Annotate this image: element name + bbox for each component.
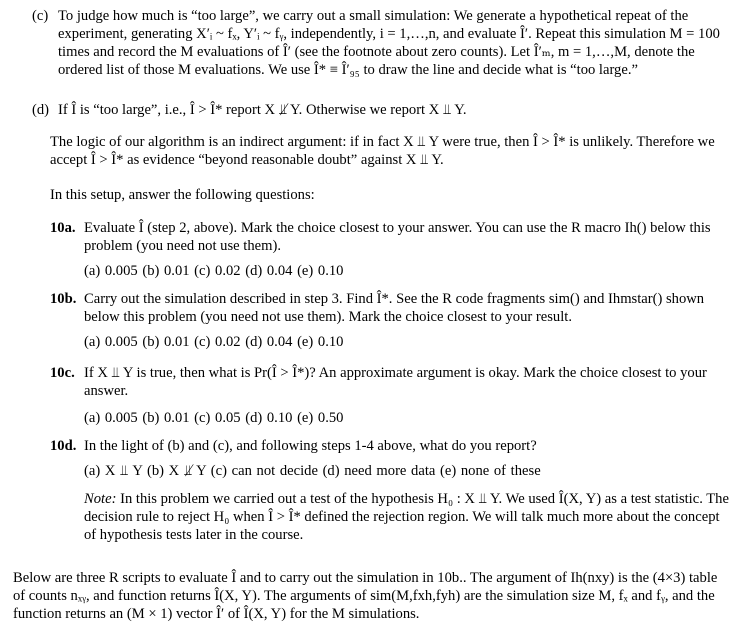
question-text: Evaluate Î (step 2, above). Mark the choice closest to your answer. You can use the R macro Ih() below this problem (you need not use them). [84, 220, 711, 254]
step-text: If Î is “too large”, i.e., Î > Î* report X ⫫̸ Y. Otherwise we report X ⫫ Y. [58, 102, 467, 118]
question-10a [50, 219, 730, 255]
setup-line: In this setup, answer the following questions: [50, 187, 315, 203]
step-label: (c) [32, 8, 49, 24]
question-10d [50, 437, 730, 455]
question-label: 10d. [50, 438, 77, 454]
step-d [32, 101, 732, 119]
question-10c-options: (a) 0.005 (b) 0.01 (c) 0.05 (d) 0.10 (e) 0.50 [84, 410, 344, 426]
footer-paragraph: Below are three R scripts to evaluate Î and to carry out the simulation in 10b.. The argument of Ih(nxy) is the (4×3) table of counts nₓᵧ, and function returns Î(X, Y). The arguments of sim(M,fxh,fyh) are the simulation size M, fₓ and fᵧ, and the function returns an (M × 1) vector Î′ of Î(X, Y) for the M simulations. [13, 570, 718, 622]
step-label: (d) [32, 102, 50, 118]
step-c [32, 7, 732, 79]
question-label: 10a. [50, 220, 76, 236]
question-label: 10c. [50, 365, 75, 381]
question-label: 10b. [50, 291, 77, 307]
note-label: Note: [84, 491, 117, 507]
note-paragraph [84, 490, 729, 544]
question-text: Carry out the simulation described in step 3. Find Î*. See the R code fragments sim() and Ihmstar() shown below this problem (you need not use them). Mark the choice closest to your result. [84, 291, 705, 325]
question-10b-options: (a) 0.005 (b) 0.01 (c) 0.02 (d) 0.04 (e) 0.10 [84, 334, 344, 350]
logic-paragraph: The logic of our algorithm is an indirect argument: if in fact X ⫫ Y were true, then Î > Î* is unlikely. Therefore we accept Î > Î* as evidence “beyond reasonable doubt” against X ⫫ Y. [50, 134, 715, 168]
question-10c [50, 364, 730, 400]
question-text: In the light of (b) and (c), and following steps 1-4 above, what do you report? [84, 438, 537, 454]
step-text: To judge how much is “too large”, we carry out a small simulation: We generate a hypothetical repeat of the experiment, generating X′ᵢ ~ fₓ, Y′ᵢ ~ fᵧ, independently, i = 1,…,n, and evaluate Î′. Repeat this simulation M = 100 times and record the M evaluations of Î′ (see the footnote about zero counts). Let Î′ₘ, m = 1,…,M, denote the ordered list of those M evaluations. We use Î* ≡ Î′₉₅ to draw the line and decide what is “too large.” [58, 8, 720, 78]
question-text: If X ⫫ Y is true, then what is Pr(Î > Î*)? An approximate argument is okay. Mark the choice closest to your answer. [84, 365, 707, 399]
question-10d-options: (a) X ⫫ Y (b) X ⫫̸ Y (c) can not decide (d) need more data (e) none of these [84, 463, 541, 479]
question-10a-options: (a) 0.005 (b) 0.01 (c) 0.02 (d) 0.04 (e) 0.10 [84, 263, 344, 279]
note-text: In this problem we carried out a test of the hypothesis H₀ : X ⫫ Y. We used Î(X, Y) as a test statistic. The decision rule to reject H₀ when Î > Î* defined the rejection region. We will talk much more about the concept of hypothesis tests later in the course. [84, 491, 729, 543]
question-10b [50, 290, 730, 326]
